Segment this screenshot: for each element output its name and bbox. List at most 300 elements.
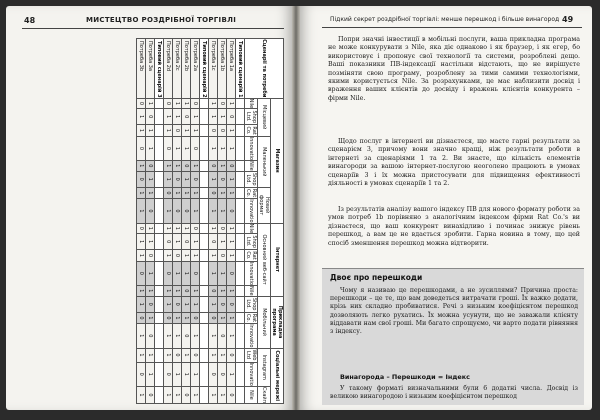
table-cell: 1 xyxy=(164,109,173,125)
table-cell xyxy=(155,109,164,125)
table-cell xyxy=(200,261,209,285)
row-label: Потреба 1c xyxy=(209,39,218,99)
group-header: Магазин xyxy=(271,98,284,223)
book-spine xyxy=(292,6,300,410)
table-cell: 0 xyxy=(164,362,173,386)
table-cell: 1 xyxy=(173,136,182,160)
table-cell: 0 xyxy=(137,136,146,160)
table-cell: 1 xyxy=(218,234,227,250)
header-rule xyxy=(322,27,582,28)
table-cell xyxy=(200,125,209,137)
table-row xyxy=(137,39,146,404)
table-cell: 0 xyxy=(182,324,191,348)
left-page xyxy=(6,6,292,410)
left-running-title: МИСТЕЦТВО РОЗДРІБНОЇ ТОРГІВЛІ xyxy=(86,16,237,24)
table-cell: 0 xyxy=(146,109,155,125)
subgroup-header: Основний веб-сайт xyxy=(258,223,271,296)
table-cell: 1 xyxy=(182,261,191,285)
row-label: Потреба 2b xyxy=(182,39,191,99)
rotated-table xyxy=(26,38,284,404)
table-cell xyxy=(236,362,245,386)
sidebar-box-title: Двоє про перешкоди xyxy=(330,273,423,282)
shop-header: Rat Co. xyxy=(245,126,257,135)
shop-header: Shop Ltd. xyxy=(245,235,257,248)
table-cell xyxy=(155,250,164,262)
shop-header: Rat Co. xyxy=(245,188,257,198)
table-cell: 1 xyxy=(146,234,155,250)
table-cell: 1 xyxy=(137,109,146,125)
table-cell: 0 xyxy=(182,109,191,125)
table-cell xyxy=(155,187,164,199)
table-cell xyxy=(200,109,209,125)
shop-header: Shop Ltd. xyxy=(245,172,257,186)
table-cell xyxy=(236,161,245,172)
table-cell: 1 xyxy=(164,223,173,234)
row-label: Типовий сценарій 1 xyxy=(236,39,245,99)
table-cell: 1 xyxy=(173,187,182,199)
table-cell xyxy=(200,161,209,172)
table-cell: 0 xyxy=(209,161,218,172)
table-cell: 1 xyxy=(227,286,236,297)
shop-header: Nile xyxy=(245,98,258,109)
table-cell: 0 xyxy=(209,286,218,297)
table-cell: 1 xyxy=(173,324,182,348)
formula-line: Винагорода – Перешкоди = Індекс xyxy=(340,373,470,381)
table-cell: 0 xyxy=(146,161,155,172)
table-cell xyxy=(236,386,245,403)
table-cell xyxy=(155,312,164,324)
table-cell: 1 xyxy=(209,324,218,348)
shop-header: Innovatio xyxy=(245,324,258,348)
sidebar-box-paragraph: Чому я називаю це перешкодами, а не зусиллями? Причина проста: перешкоди – це те, що вам доведеться витрачати гроші. Їх важко додати, крізь них складно пробиватися. Речі з низьким коефіцієнтом перешкод дозволяють легко рухатись. Їх можна усунути, що не заважали клієнту віддавати нам свої гроші. Ми багато спрощуємо, чи варто подати рівняння з індексу. xyxy=(330,287,578,336)
table-cell xyxy=(155,324,164,348)
table-row xyxy=(209,39,218,404)
table-cell: 0 xyxy=(218,98,227,109)
table-row xyxy=(155,39,164,404)
shop-header: Web Ltd xyxy=(245,349,257,361)
table-cell: 1 xyxy=(137,250,146,262)
subgroup-header: Instagram xyxy=(258,348,271,386)
table-cell: 0 xyxy=(218,362,227,386)
table-cell: 1 xyxy=(209,109,218,125)
table-cell: 1 xyxy=(218,187,227,199)
table-cell: 0 xyxy=(137,171,146,187)
table-cell: 1 xyxy=(209,250,218,262)
table-cell xyxy=(236,234,245,250)
shop-header: Shop Ltd. xyxy=(245,110,257,124)
table-cell: 0 xyxy=(137,312,146,324)
table-cell: 1 xyxy=(182,250,191,262)
table-cell: 1 xyxy=(137,125,146,137)
table-cell: 1 xyxy=(209,386,218,403)
table-cell: 1 xyxy=(164,324,173,348)
table-cell: 0 xyxy=(182,234,191,250)
table-cell: 0 xyxy=(164,261,173,285)
table-cell: 1 xyxy=(191,324,200,348)
table-row xyxy=(164,39,173,404)
table-cell: 1 xyxy=(164,161,173,172)
table-cell: 0 xyxy=(182,386,191,403)
table-cell: 0 xyxy=(164,98,173,109)
table-cell: 1 xyxy=(182,136,191,160)
table-cell: 0 xyxy=(164,234,173,250)
table-cell: 0 xyxy=(137,261,146,285)
table-cell: 1 xyxy=(191,250,200,262)
body-paragraph: Попри значні інвестиції в мобільні послуги, ваша прикладна програма не може конкурувати з Nile, яка діє однаково і як браузер, і як егер, бо використовує і пропонує свої технології та системи, розроблені дещо. Ваші показники ПВ-індексації настільки відстають, що не вирішуєте позміняти свою програму, розроблену за тими самими технологіями, якими користується Nile. За розрахунками, це має наблизити досвід і враження ваших клієнтів до досвіду і вражень клієнтів конкурента – фірми Nile. xyxy=(328,36,580,102)
row-label: Потреба 1а xyxy=(227,39,236,99)
scenario-table xyxy=(136,38,284,404)
header-rule xyxy=(22,28,284,29)
rotated-table-frame xyxy=(26,38,284,404)
table-cell: 1 xyxy=(146,171,155,187)
row-label: Типовий сценарій 2 xyxy=(200,39,209,99)
subgroup-header: Місцевий xyxy=(258,98,271,136)
sidebar-box xyxy=(322,268,584,405)
table-cell: 0 xyxy=(191,136,200,160)
body-paragraph: Щодо послуг в інтернеті ви дізнаєтеся, що маєте гарні результати за сценарієм 3, причому вони значно кращі, ніж результати роботи в інтернеті за сценаріями 1 та 2. Ви знаєте, що кількість елементів винагороди за вашою інтернет-послугою неоголено працюють в умовах сценаріїв 3 і їх можна пристосувати для підвищення ефективності діяльності в умовах сценаріїв 1 та 2. xyxy=(328,138,580,188)
shop-header: Shop Ltd. xyxy=(245,297,257,311)
table-cell: 1 xyxy=(191,386,200,403)
table-cell: 1 xyxy=(218,136,227,160)
table-cell xyxy=(236,199,245,223)
table-cell xyxy=(236,296,245,312)
table-cell: 1 xyxy=(173,386,182,403)
shop-header: Nile xyxy=(245,386,258,403)
table-cell: 1 xyxy=(164,348,173,362)
table-cell: 0 xyxy=(146,324,155,348)
table-cell xyxy=(155,161,164,172)
table-row xyxy=(227,39,236,404)
table-cell: 1 xyxy=(173,109,182,125)
table-cell xyxy=(155,125,164,137)
subgroup-header: Новий формат xyxy=(258,187,271,223)
table-cell: 0 xyxy=(164,136,173,160)
table-cell xyxy=(155,171,164,187)
table-cell: 1 xyxy=(146,261,155,285)
table-cell: 1 xyxy=(164,171,173,187)
subgroup-header: Скайп xyxy=(258,386,271,403)
table-cell: 1 xyxy=(218,199,227,223)
table-cell: 1 xyxy=(182,296,191,312)
table-cell: 1 xyxy=(137,286,146,297)
shop-header: Innovatio xyxy=(245,261,258,285)
table-cell: 0 xyxy=(191,171,200,187)
table-cell: 1 xyxy=(191,296,200,312)
table-cell: 0 xyxy=(218,223,227,234)
table-cell: 1 xyxy=(146,223,155,234)
table-cell: 1 xyxy=(191,109,200,125)
table-cell: 0 xyxy=(137,98,146,109)
table-cell: 1 xyxy=(137,324,146,348)
table-cell: 1 xyxy=(173,234,182,250)
shop-header: Nile xyxy=(245,223,258,234)
table-row xyxy=(191,39,200,404)
table-cell: 0 xyxy=(227,348,236,362)
table-cell: 0 xyxy=(191,98,200,109)
table-cell: 1 xyxy=(164,286,173,297)
table-cell: 1 xyxy=(173,161,182,172)
table-cell: 0 xyxy=(227,296,236,312)
table-cell: 0 xyxy=(218,171,227,187)
table-cell: 0 xyxy=(218,125,227,137)
table-cell: 1 xyxy=(137,187,146,199)
shop-header: Nile xyxy=(245,286,258,297)
table-cell xyxy=(200,386,209,403)
shop-header: Innovatio xyxy=(245,136,258,160)
table-cell: 1 xyxy=(227,136,236,160)
table-cell: 1 xyxy=(218,286,227,297)
table-cell: 0 xyxy=(191,223,200,234)
row-label: Потреба 2d xyxy=(164,39,173,99)
table-cell: 1 xyxy=(146,125,155,137)
table-cell: 1 xyxy=(182,312,191,324)
table-cell xyxy=(155,386,164,403)
table-cell: 1 xyxy=(146,286,155,297)
table-cell xyxy=(200,362,209,386)
table-cell: 1 xyxy=(218,312,227,324)
table-cell: 0 xyxy=(209,187,218,199)
table-cell: 1 xyxy=(182,362,191,386)
table-cell: 0 xyxy=(191,312,200,324)
subgroup-header: Мобільний xyxy=(258,296,271,348)
table-cell: 1 xyxy=(137,199,146,223)
left-page-number: 48 xyxy=(24,16,36,25)
right-page xyxy=(300,6,592,410)
subgroup-header: Маленький xyxy=(258,136,271,187)
row-label: Потреба 2c xyxy=(173,39,182,99)
table-cell: 1 xyxy=(209,296,218,312)
table-cell: 1 xyxy=(209,348,218,362)
table-cell xyxy=(200,250,209,262)
group-header: Соціальні мережі xyxy=(271,348,284,404)
table-cell xyxy=(200,187,209,199)
table-cell: 0 xyxy=(227,109,236,125)
table-cell: 0 xyxy=(146,199,155,223)
body-paragraph: Із результатів аналізу вашого індексу ПВ для нового формату роботи за умов потреб 1b порівняно з аналогічним індексом фірми Rat Co.'s ви дізнаєтеся, що ваш конкурент винахідливо і починає знижує рівень перешкод, а вам це не вдається зробити. Гарна новина в тому, що цей спосіб зменшення перешкод можна відтворити. xyxy=(328,206,580,247)
table-cell: 0 xyxy=(191,348,200,362)
table-cell: 1 xyxy=(182,98,191,109)
table-cell: 1 xyxy=(209,223,218,234)
table-cell: 1 xyxy=(137,386,146,403)
table-cell: 0 xyxy=(218,250,227,262)
table-cell: 0 xyxy=(227,199,236,223)
table-cell: 0 xyxy=(209,312,218,324)
table-corner-label: Сценарії та потреби xyxy=(245,39,284,99)
shop-header: Rat Co. xyxy=(245,313,257,323)
table-cell: 1 xyxy=(137,296,146,312)
table-cell: 1 xyxy=(173,312,182,324)
table-cell xyxy=(236,324,245,348)
table-cell: 1 xyxy=(209,199,218,223)
table-row xyxy=(173,39,182,404)
table-cell: 1 xyxy=(191,125,200,137)
table-cell: 1 xyxy=(227,324,236,348)
table-cell xyxy=(155,348,164,362)
table-cell xyxy=(200,312,209,324)
table-cell: 1 xyxy=(227,223,236,234)
table-row xyxy=(218,39,227,404)
table-cell: 1 xyxy=(173,261,182,285)
table-cell: 0 xyxy=(227,161,236,172)
table-cell: 1 xyxy=(191,199,200,223)
table-cell: 1 xyxy=(227,312,236,324)
table-cell xyxy=(200,234,209,250)
table-cell xyxy=(200,223,209,234)
table-cell: 0 xyxy=(173,171,182,187)
table-cell: 0 xyxy=(173,348,182,362)
row-label: Потреба 1b xyxy=(218,39,227,99)
group-header: Прикладна програма xyxy=(271,296,284,348)
table-cell: 1 xyxy=(209,98,218,109)
table-cell xyxy=(155,98,164,109)
table-cell: 0 xyxy=(173,250,182,262)
table-cell: 1 xyxy=(227,187,236,199)
table-cell: 1 xyxy=(137,234,146,250)
table-cell: 1 xyxy=(227,250,236,262)
table-cell: 1 xyxy=(173,223,182,234)
table-cell xyxy=(155,223,164,234)
table-cell xyxy=(155,234,164,250)
table-cell xyxy=(200,136,209,160)
table-cell: 1 xyxy=(227,98,236,109)
table-cell: 0 xyxy=(218,324,227,348)
table-cell: 0 xyxy=(173,296,182,312)
table-cell xyxy=(236,171,245,187)
table-cell: 1 xyxy=(137,161,146,172)
table-cell: 0 xyxy=(164,312,173,324)
table-cell: 1 xyxy=(146,362,155,386)
table-cell xyxy=(200,296,209,312)
table-cell: 0 xyxy=(146,296,155,312)
table-cell xyxy=(200,324,209,348)
row-label: Потреба 3а xyxy=(146,39,155,99)
table-cell: 1 xyxy=(191,234,200,250)
table-cell: 1 xyxy=(218,161,227,172)
table-cell: 0 xyxy=(209,234,218,250)
shop-header: Innovatio xyxy=(245,362,258,386)
table-cell: 1 xyxy=(182,187,191,199)
group-header: Інтернет xyxy=(271,223,284,296)
table-cell xyxy=(200,348,209,362)
table-cell: 1 xyxy=(182,171,191,187)
table-cell: 1 xyxy=(227,171,236,187)
table-cell: 1 xyxy=(164,199,173,223)
table-cell: 0 xyxy=(173,199,182,223)
table-cell: 1 xyxy=(164,296,173,312)
table-cell: 1 xyxy=(227,125,236,137)
table-cell xyxy=(200,286,209,297)
table-cell xyxy=(236,136,245,160)
shop-header: Rat Co. xyxy=(245,251,257,260)
right-page-number: 49 xyxy=(562,15,574,24)
table-cell xyxy=(155,261,164,285)
table-cell xyxy=(236,250,245,262)
table-row xyxy=(236,39,245,404)
table-cell: 0 xyxy=(227,386,236,403)
table-cell: 1 xyxy=(191,161,200,172)
table-cell: 0 xyxy=(173,125,182,137)
table-cell xyxy=(200,98,209,109)
table-cell xyxy=(200,199,209,223)
table-cell xyxy=(236,125,245,137)
table-cell: 1 xyxy=(164,250,173,262)
table-cell: 1 xyxy=(182,125,191,137)
table-cell: 0 xyxy=(209,362,218,386)
table-cell: 1 xyxy=(218,386,227,403)
table-cell: 0 xyxy=(227,261,236,285)
table-cell: 0 xyxy=(146,250,155,262)
table-cell xyxy=(200,171,209,187)
table-cell: 1 xyxy=(146,136,155,160)
table-cell: 1 xyxy=(218,109,227,125)
sidebar-box-paragraph: У такому форматі визначальними були 6 додатні числа. Досвід із великою винагородою і низьким коефіцієнтом перешкод xyxy=(330,385,578,401)
row-label: Потреба 3b xyxy=(137,39,146,99)
table-cell xyxy=(236,312,245,324)
table-row xyxy=(182,39,191,404)
shop-header: Nile xyxy=(245,161,258,172)
table-cell: 1 xyxy=(146,187,155,199)
table-cell: 0 xyxy=(191,261,200,285)
table-body xyxy=(137,39,245,404)
table-cell: 0 xyxy=(146,386,155,403)
table-cell xyxy=(236,286,245,297)
table-cell: 1 xyxy=(146,348,155,362)
row-label: Типовий сценарій 3 xyxy=(155,39,164,99)
table-cell: 1 xyxy=(209,171,218,187)
table-cell: 0 xyxy=(218,296,227,312)
table-cell: 1 xyxy=(191,362,200,386)
table-cell: 1 xyxy=(164,386,173,403)
table-row xyxy=(146,39,155,404)
table-cell: 1 xyxy=(173,286,182,297)
table-cell xyxy=(155,199,164,223)
table-cell: 1 xyxy=(137,348,146,362)
shop-header: Innovatio xyxy=(245,199,258,223)
row-label: Потреба 2а xyxy=(191,39,200,99)
table-cell: 1 xyxy=(218,261,227,285)
table-cell: 1 xyxy=(146,312,155,324)
table-cell: 1 xyxy=(182,223,191,234)
table-cell: 0 xyxy=(164,187,173,199)
table-cell: 0 xyxy=(182,286,191,297)
table-cell: 0 xyxy=(182,161,191,172)
right-running-title: Підкий секрет роздрібної торгівлі: менше перешкод і більше винагород xyxy=(330,16,560,23)
table-cell: 1 xyxy=(173,98,182,109)
table-cell xyxy=(236,98,245,109)
table-cell: 1 xyxy=(209,261,218,285)
table-cell xyxy=(155,286,164,297)
table-cell: 1 xyxy=(227,234,236,250)
table-cell: 1 xyxy=(146,98,155,109)
table-cell: 1 xyxy=(209,136,218,160)
table-cell: 0 xyxy=(209,125,218,137)
table-cell: 1 xyxy=(191,187,200,199)
table-cell: 1 xyxy=(173,362,182,386)
table-cell: 0 xyxy=(182,199,191,223)
table-cell xyxy=(155,296,164,312)
table-cell xyxy=(236,223,245,234)
table-cell xyxy=(236,348,245,362)
table-row xyxy=(200,39,209,404)
table-cell: 1 xyxy=(182,348,191,362)
table-cell: 1 xyxy=(227,362,236,386)
table-cell xyxy=(155,136,164,160)
table-cell: 0 xyxy=(137,223,146,234)
table-cell xyxy=(155,362,164,386)
table-cell: 1 xyxy=(164,125,173,137)
table-cell xyxy=(236,109,245,125)
table-cell: 1 xyxy=(191,286,200,297)
